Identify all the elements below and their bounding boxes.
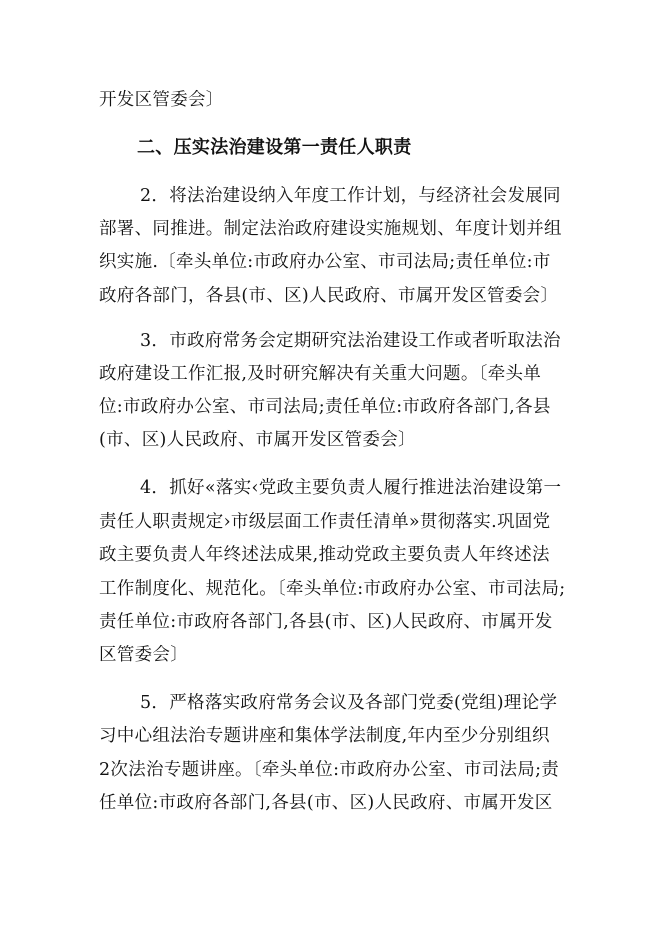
paragraph-line: 责任单位:市政府各部门,各县(市、区)人民政府、市属开发	[99, 612, 553, 632]
paragraph-line: 位:市政府办公室、市司法局;责任单位:市政府各部门,各县	[99, 397, 551, 417]
paragraph-line: 织实施.〔牵头单位:市政府办公室、市司法局;责任单位:市	[99, 252, 551, 272]
paragraph-line: 政府建设工作汇报,及时研究解决有关重大问题。〔牵头单	[99, 364, 542, 384]
section-heading: 二、压实法治建设第一责任人职责	[137, 137, 412, 158]
paragraph-line: 4．抓好«落实‹党政主要负责人履行推进法治建设第一	[140, 478, 562, 498]
paragraph-line: 2次法治专题讲座。〔牵头单位:市政府办公室、市司法局;责	[99, 760, 560, 780]
paragraph-line: 5．严格落实政府常务会议及各部门党委(党组)理论学	[140, 693, 558, 713]
paragraph-line: 区管委会〕	[99, 645, 188, 665]
paragraph-line: 3．市政府常务会定期研究法治建设工作或者听取法治	[140, 331, 561, 351]
paragraph-line: 部署、同推进。制定法治政府建设实施规划、年度计划并组	[99, 219, 562, 239]
paragraph-line: (市、区)人民政府、市属开发区管委会〕	[99, 430, 416, 450]
continuation-line: 开发区管委会〕	[99, 90, 224, 110]
paragraph-line: 政主要负责人年终述法成果,推动党政主要负责人年终述法	[99, 545, 550, 565]
paragraph-line: 任单位:市政府各部门,各县(市、区)人民政府、市属开发区	[99, 793, 553, 813]
paragraph-line: 习中心组法治专题讲座和集体学法制度,年内至少分别组织	[99, 726, 550, 746]
paragraph-line: 2．将法治建设纳入年度工作计划，与经济社会发展同	[140, 186, 561, 206]
paragraph-line: 工作制度化、规范化。〔牵头单位:市政府办公室、市司法局;	[99, 579, 566, 599]
paragraph-line: 政府各部门，各县(市、区)人民政府、市属开发区管委会〕	[99, 286, 559, 306]
paragraph-line: 责任人职责规定›市级层面工作责任清单»贯彻落实.巩固党	[99, 512, 551, 532]
